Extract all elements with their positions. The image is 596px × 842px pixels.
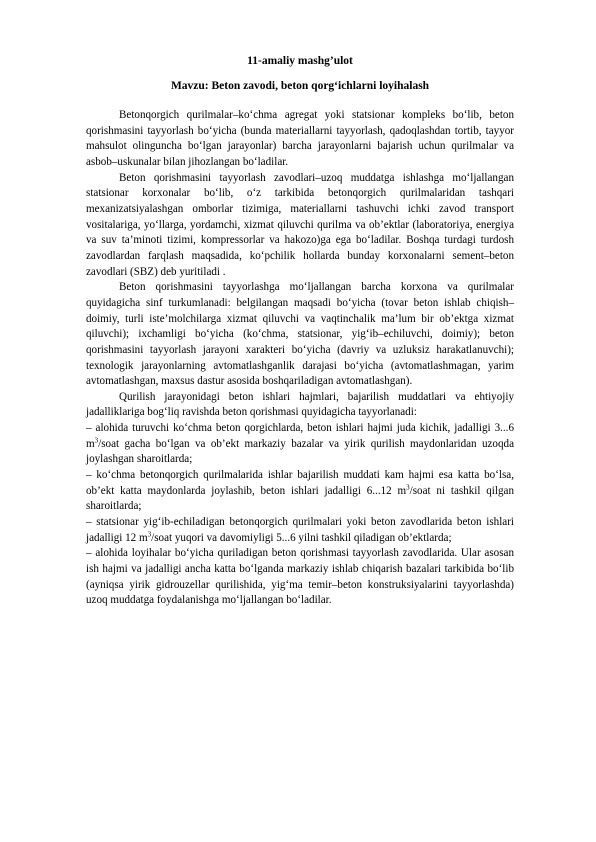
- paragraph: Qurilish jarayonidagi beton ishlari hajmlari, bajarilish muddatlari va ehtiyojiy jadalliklariga bog‘liq ravishda beton qorishmasi quyidagicha tayyorlanadi:: [86, 390, 514, 419]
- list-item: [86, 421, 514, 468]
- list-item: [86, 468, 514, 515]
- list-item: [86, 546, 514, 609]
- list-item-text: – statsionar yig‘ib-echiladigan betonqorgich qurilmalari yoki beton zavodlarida beton ishlari jadalligi 12 m: [86, 516, 514, 544]
- list-item-text: /soat gacha bo‘lgan va ob’ekt markaziy bazalar va yirik qurilish maydonlaridan uzoqda joylashgan sharoitlarda;: [86, 437, 514, 466]
- superscript: 3: [94, 436, 99, 445]
- page-title: 11-amaliy mashg’ulot: [247, 55, 353, 67]
- superscript: 3: [406, 483, 410, 492]
- list-item-text: – alohida turuvchi ko‘chma beton qorgichlarda, beton ishlari hajmi juda kichik, jadalligi 3...6 m: [86, 422, 514, 450]
- list-item-text: – alohida loyihalar bo‘yicha quriladigan beton qorishmasi tayyorlash zavodlarida. Ular asosan ish hajmi va jadalligi ancha katta bo‘lganda markaziy ishlab chiqarish bazalari tarkibida bo‘lib (ayniqsa yirik gidrouzellar qurilishida, yig‘ma temir–beton konstruksiyalarini tayyorlashda) uzoq muddatga foydalanishga mo‘ljallangan bo‘ladilar.: [86, 547, 514, 607]
- paragraph: Beton qorishmasini tayyorlashga mo‘ljallangan barcha korxona va qurilmalar quyidagicha sinf turkumlanadi: belgilangan maqsadi bo‘yicha (tovar beton ishlab chiqish–doimiy, turli iste’molchilarga xizmat qiluvchi va vaqtinchalik ma’lum bir ob’ektga xizmat qiluvchi); ixchamligi bo‘yicha (ko‘chma, statsionar, yig‘ib–echiluvchi, doimiy); beton qorishmasini tayyorlash jarayoni xarakteri bo‘yicha (davriy va uzluksiz harakatlanuvchi); texnologik jarayonlarning avtomatlashganlik darajasi bo‘yicha (avtomatlashmagan, yarim avtomatlashgan, maxsus dastur asosida boshqariladigan avtomatlashgan).: [86, 281, 514, 388]
- page-subtitle: Mavzu: Beton zavodi, beton qorg‘ichlarni loyihalash: [170, 80, 430, 92]
- list-item: [86, 515, 514, 546]
- paragraph: Betonqorgich qurilmalar–ko‘chma agregat yoki statsionar kompleks bo‘lib, beton qorishmasini tayyorlash bo‘yicha (bunda materiallarni tayyorlash, qadoqlashdan tortib, tayyor mahsulot olinguncha bo‘lgan jarayonlar) barcha jarayonlarni bajarish uchun qurilmalar va asbob–uskunalar bilan jihozlangan bo‘ladilar.: [86, 109, 514, 168]
- paragraph: Beton qorishmasini tayyorlash zavodlari–uzoq muddatga ishlashga mo‘ljallangan statsionar korxonalar bo‘lib, o‘z tarkibida betonqorgich qurilmalaridan tashqari mexanizatsiyalashgan omborlar tizimiga, materiallarni tashuvchi ichki zavod transport vositalariga, yo‘llarga, yordamchi, xizmat qiluvchi qurilma va ob’ektlar (laboratoriya, energiya va suv ta’minoti tizimi, kompressorlar va hakozo)ga ega bo‘ladilar. Boshqa turdagi turdosh zavodlardan farqlash maqsadida, ko‘pchilik hollarda bunday korxonalarni sement–beton zavodlari (SBZ) deb yuritiladi .: [86, 171, 514, 278]
- list-item-text: /soat ni tashkil qilgan sharoitlarda;: [86, 484, 514, 513]
- document-page: [86, 54, 514, 609]
- list-item-text: – ko‘chma betonqorgich qurilmalarida ishlar bajarilish muddati kam hajmi esa katta bo‘lsa, ob’ekt katta maydonlarda joylashib, beton ishlari jadalligi 6...12 m: [86, 469, 514, 497]
- superscript: 3: [147, 530, 152, 539]
- list-item-text: /soat yuqori va davomiyligi 5...6 yilni tashkil qiladigan ob’ektlarda;: [151, 531, 452, 544]
